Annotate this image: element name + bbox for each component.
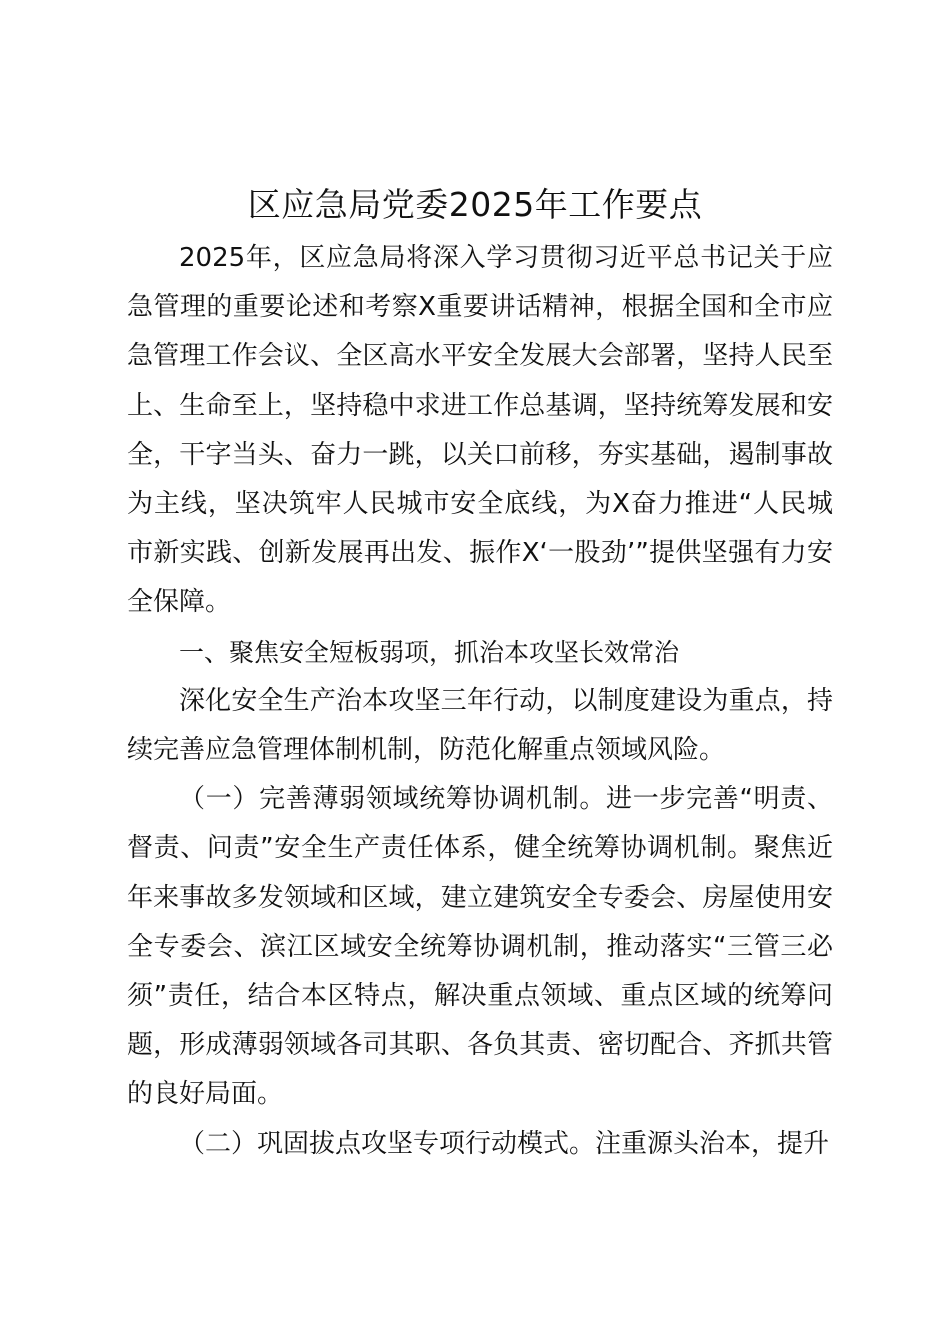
- document-title: 区应急局党委2025年工作要点: [247, 185, 703, 224]
- document-body: [127, 234, 833, 1169]
- section-paragraph: 深化安全生产治本攻坚三年行动，以制度建设为重点，持续完善应急管理体制机制，防范化解重点领域风险。: [127, 685, 833, 766]
- section-heading: 一、聚焦安全短板弱项，抓治本攻坚长效常治: [179, 637, 680, 667]
- intro-paragraph: 2025年，区应急局将深入学习贯彻习近平总书记关于应急管理的重要论述和考察X重要讲话精神，根据全国和全市应急管理工作会议、全区高水平安全发展大会部署，坚持人民至上、生命至上，坚持稳中求进工作总基调，坚持统筹发展和安全，干字当头、奋力一跳，以关口前移，夯实基础，遏制事故为主线，坚决筑牢人民城市安全底线，为X奋力推进“人民城市新实践、创新发展再出发、振作X‘一股劲’”提供坚强有力安全保障。: [127, 243, 833, 618]
- item-paragraph-2: （二）巩固拔点攻坚专项行动模式。注重源头治本，提升: [179, 1128, 830, 1159]
- item-paragraph-1: （一）完善薄弱领域统筹协调机制。进一步完善“明责、督责、问责”安全生产责任体系，健全统筹协调机制。聚焦近年来事故多发领域和区域，建立建筑安全专委会、房屋使用安全专委会、滨江区域安全统筹协调机制，推动落实“三管三必须”责任，结合本区特点，解决重点领域、重点区域的统筹问题，形成薄弱领域各司其职、各负其责、密切配合、齐抓共管的良好局面。: [127, 784, 833, 1110]
